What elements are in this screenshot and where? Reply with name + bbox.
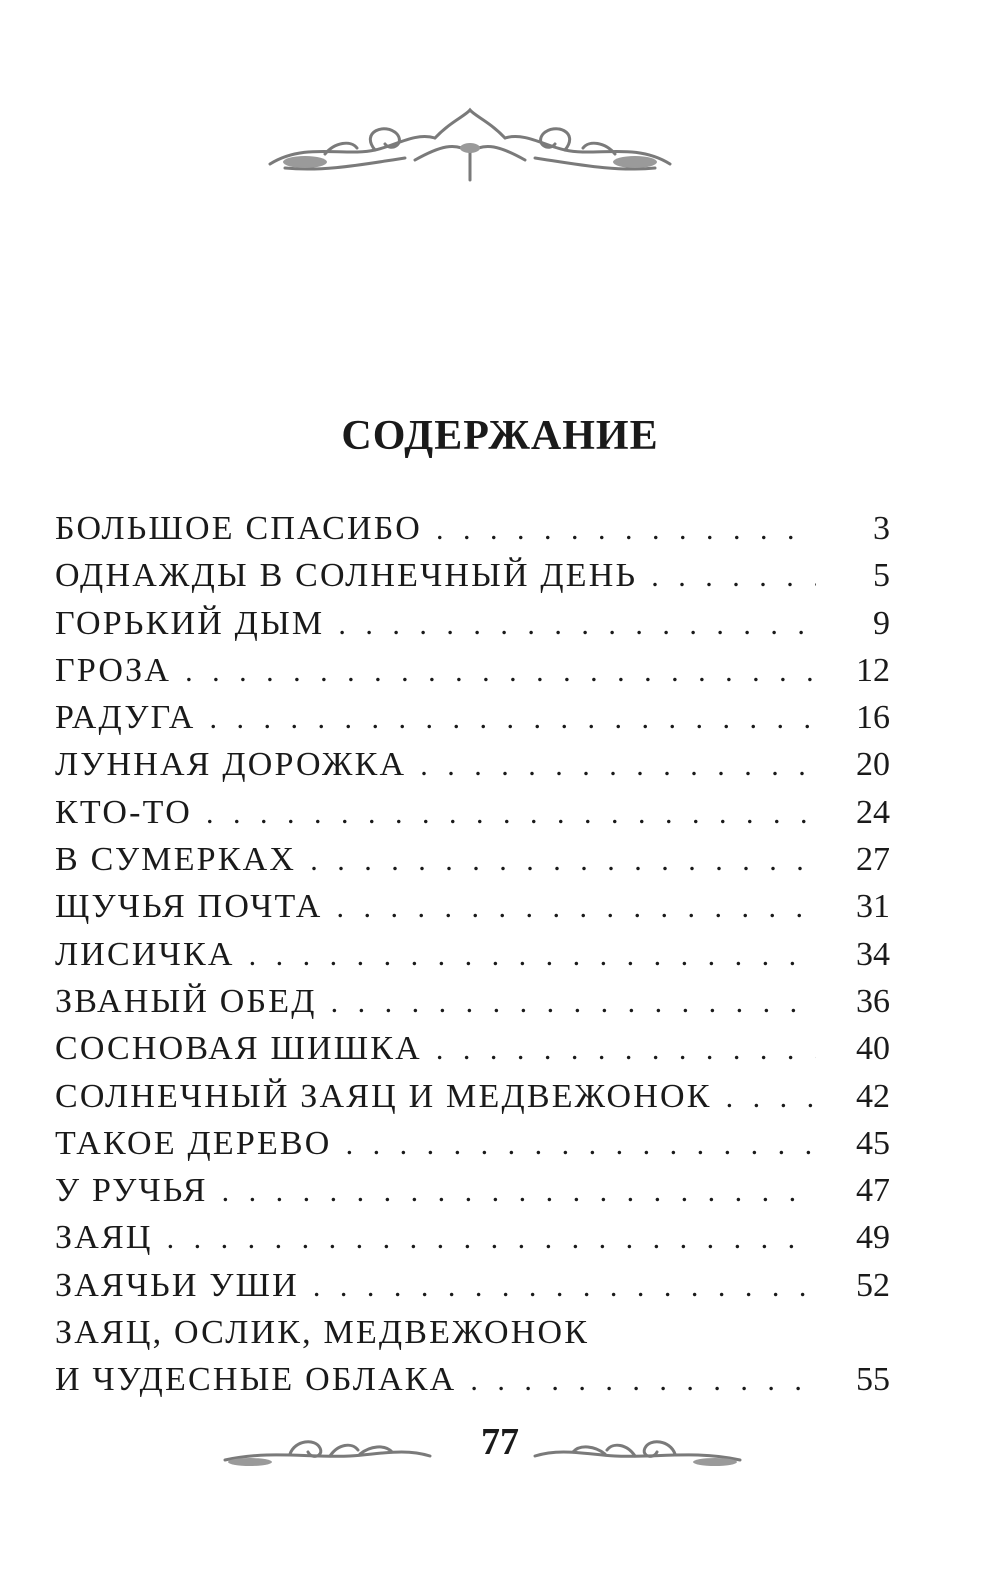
toc-entry-title: ТАКОЕ ДЕРЕВО	[55, 1124, 332, 1162]
toc-entry	[55, 794, 890, 841]
toc-entry-title: ЛУННАЯ ДОРОЖКА	[55, 746, 407, 784]
dot-leader	[249, 939, 816, 973]
toc-entry	[55, 1030, 890, 1077]
toc-entry-title: И ЧУДЕСНЫЕ ОБЛАКА	[55, 1361, 457, 1399]
page-footer	[0, 1418, 1000, 1488]
toc-entry-first-line	[55, 1314, 890, 1361]
toc-entry-page: 34	[856, 935, 890, 973]
dot-leader	[222, 1175, 816, 1209]
toc-entry	[55, 1125, 890, 1172]
toc-entry	[55, 888, 890, 935]
toc-entry-page: 47	[856, 1172, 890, 1210]
toc-entry-title: СОСНОВАЯ ШИШКА	[55, 1030, 422, 1068]
toc-entry	[55, 1267, 890, 1314]
top-flourish-ornament	[265, 102, 675, 192]
toc-entry-title: ЛИСИЧКА	[55, 935, 235, 973]
dot-leader	[436, 1033, 816, 1067]
table-of-contents	[55, 510, 890, 1409]
toc-entry-title: СОЛНЕЧНЫЙ ЗАЯЦ И МЕДВЕЖОНОК	[55, 1077, 712, 1115]
toc-entry	[55, 1219, 890, 1266]
dot-leader	[331, 986, 816, 1020]
dot-leader	[420, 749, 816, 783]
toc-entry	[55, 1361, 890, 1408]
dot-leader	[338, 608, 816, 642]
dot-leader	[185, 655, 816, 689]
toc-entry-page: 49	[856, 1219, 890, 1257]
toc-entry-page: 12	[856, 651, 890, 689]
toc-entry	[55, 983, 890, 1030]
toc-entry-title: КТО-ТО	[55, 793, 192, 831]
page-title: СОДЕРЖАНИЕ	[341, 413, 659, 459]
toc-entry	[55, 510, 890, 557]
toc-entry-page: 55	[856, 1361, 890, 1399]
toc-entry-page: 5	[873, 557, 890, 595]
toc-entry	[55, 652, 890, 699]
toc-entry-page: 9	[873, 604, 890, 642]
dot-leader	[167, 1222, 816, 1256]
dot-leader	[310, 844, 816, 878]
toc-entry-title: ОДНАЖДЫ В СОЛНЕЧНЫЙ ДЕНЬ	[55, 557, 638, 595]
dot-leader	[337, 891, 816, 925]
toc-entry	[55, 1078, 890, 1125]
toc-entry-page: 52	[856, 1266, 890, 1304]
dot-leader	[651, 560, 816, 594]
toc-entry-title: У РУЧЬЯ	[55, 1172, 208, 1210]
toc-entry	[55, 699, 890, 746]
toc-entry	[55, 605, 890, 652]
toc-entry-page: 36	[856, 982, 890, 1020]
toc-entry-title: ЗАЯЦ	[55, 1219, 153, 1257]
dot-leader	[470, 1364, 816, 1398]
toc-entry-title: БОЛЬШОЕ СПАСИБО	[55, 510, 423, 547]
toc-entry	[55, 841, 890, 888]
toc-entry	[55, 1172, 890, 1219]
toc-entry-title: ЩУЧЬЯ ПОЧТА	[55, 888, 323, 926]
toc-entry-title: РАДУГА	[55, 699, 196, 737]
dot-leader	[726, 1081, 816, 1115]
toc-entry-page: 24	[856, 793, 890, 831]
toc-entry-title: ЗАЯЧЬИ УШИ	[55, 1266, 299, 1304]
dot-leader	[206, 797, 816, 831]
toc-entry-page: 45	[856, 1124, 890, 1162]
footer-right-flourish-ornament	[530, 1428, 745, 1478]
dot-leader	[346, 1128, 816, 1162]
toc-entry-page: 3	[873, 510, 890, 547]
toc-entry-title-line1: ЗАЯЦ, ОСЛИК, МЕДВЕЖОНОК	[55, 1314, 590, 1352]
toc-entry-page: 40	[856, 1030, 890, 1068]
toc-entry-page: 42	[856, 1077, 890, 1115]
toc-entry	[55, 936, 890, 983]
page-number: 77	[481, 1421, 519, 1463]
toc-entry-page: 16	[856, 699, 890, 737]
toc-entry-page: 27	[856, 841, 890, 879]
toc-entry-page: 20	[856, 746, 890, 784]
toc-entry-title: ГОРЬКИЙ ДЫМ	[55, 604, 325, 642]
toc-entry	[55, 746, 890, 793]
toc-entry-page: 31	[856, 888, 890, 926]
toc-entry-title: ЗВАНЫЙ ОБЕД	[55, 982, 317, 1020]
toc-entry	[55, 557, 890, 604]
dot-leader	[436, 513, 816, 547]
toc-entry-title: ГРОЗА	[55, 651, 172, 689]
toc-entry-title: В СУМЕРКАХ	[55, 841, 297, 879]
dot-leader	[210, 702, 816, 736]
dot-leader	[313, 1270, 816, 1304]
